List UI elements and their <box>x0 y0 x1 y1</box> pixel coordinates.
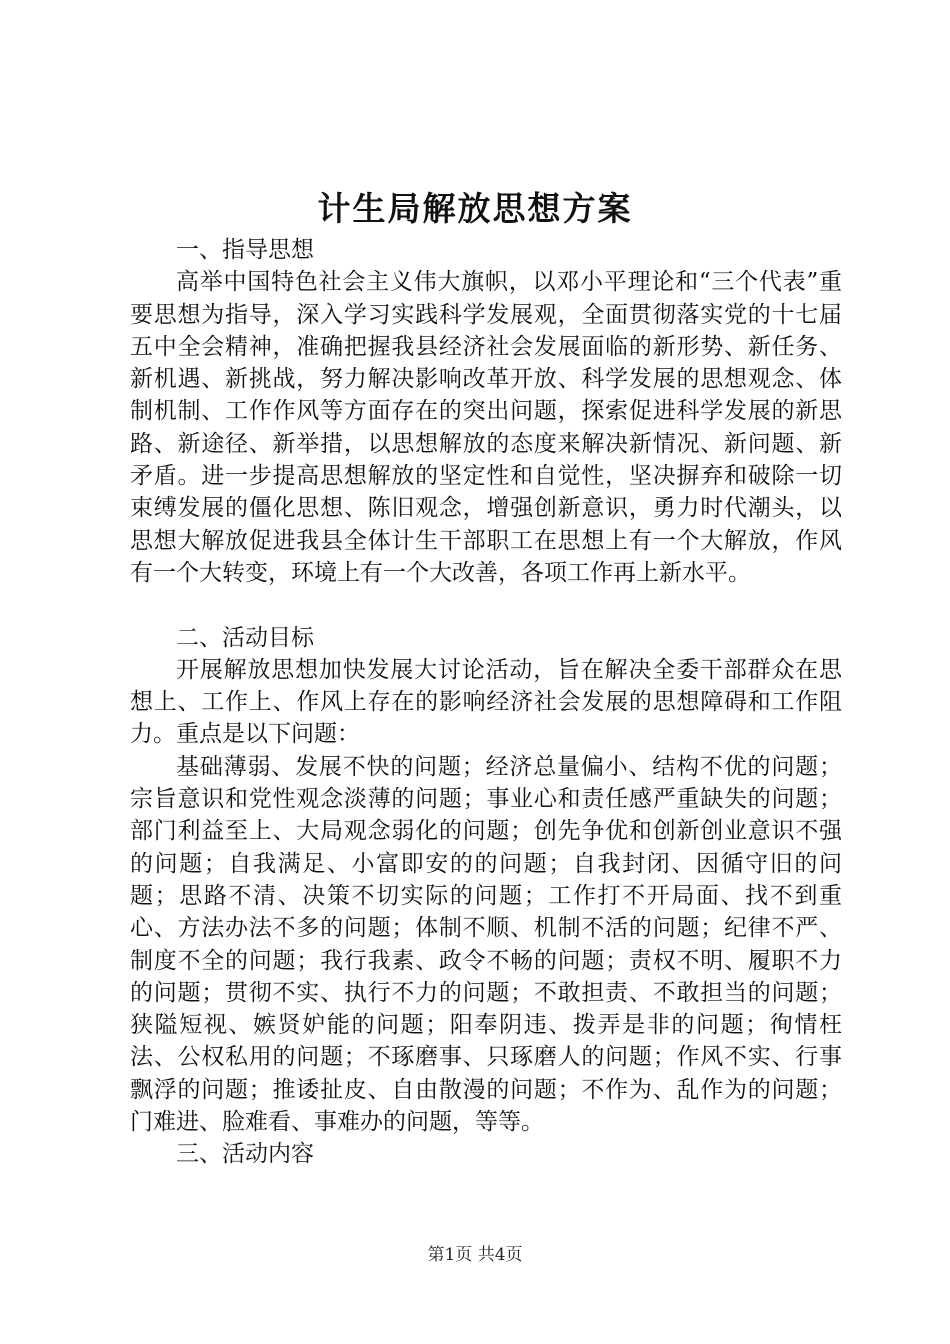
paragraph-activity-goals-intro: 开展解放思想加快发展大讨论活动，旨在解决全委干部群众在思想上、工作上、作风上存在的影响经济社会发展的思想障碍和工作阻力。重点是以下问题： <box>130 656 842 748</box>
page-number-footer: 第1页 共4页 <box>427 1245 523 1265</box>
section-heading-activity-content: 三、活动内容 <box>176 1141 314 1168</box>
section-heading-guiding-thought: 一、指导思想 <box>176 237 314 263</box>
document-body <box>130 234 842 1171</box>
document-title: 计生局解放思想方案 <box>317 189 633 228</box>
section-heading-activity-goals: 二、活动目标 <box>176 624 314 651</box>
paragraph-problem-list: 基础薄弱、发展不快的问题；经济总量偏小、结构不优的问题；宗旨意识和党性观念淡薄的问题；事业心和责任感严重缺失的问题；部门利益至上、大局观念弱化的问题；创先争优和创新创业意识不强的问题；自我满足、小富即安的的问题；自我封闭、因循守旧的问题；思路不清、决策不切实际的问题；工作打不开局面、找不到重心、方法办法不多的问题；体制不顺、机制不活的问题；纪律不严、制度不全的问题；我行我素、政令不畅的问题；责权不明、履职不力的问题；贯彻不实、执行不力的问题；不敢担责、不敢担当的问题；狭隘短视、嫉贤妒能的问题；阳奉阴违、拨弄是非的问题；徇情枉法、公权私用的问题；不琢磨事、只琢磨人的问题；作风不实、行事飘浮的问题；推诿扯皮、自由散漫的问题；不作为、乱作为的问题；门难进、脸难看、事难办的问题，等等。 <box>130 753 842 1136</box>
paragraph-spacer <box>130 589 842 621</box>
paragraph-guiding-thought: 高举中国特色社会主义伟大旗帜，以邓小平理论和“三个代表”重要思想为指导，深入学习实践科学发展观，全面贯彻落实党的十七届五中全会精神，准确把握我县经济社会发展面临的新形势、新任务、新机遇、新挑战，努力解决影响改革开放、科学发展的思想观念、体制机制、工作作风等方面存在的突出问题，探索促进科学发展的新思路、新途径、新举措，以思想解放的态度来解决新情况、新问题、新矛盾。进一步提高思想解放的坚定性和自觉性，坚决摒弃和破除一切束缚发展的僵化思想、陈旧观念，增强创新意识，勇力时代潮头，以思想大解放促进我县全体计生干部职工在思想上有一个大解放，作风有一个大转变，环境上有一个大改善，各项工作再上新水平。 <box>130 269 842 586</box>
